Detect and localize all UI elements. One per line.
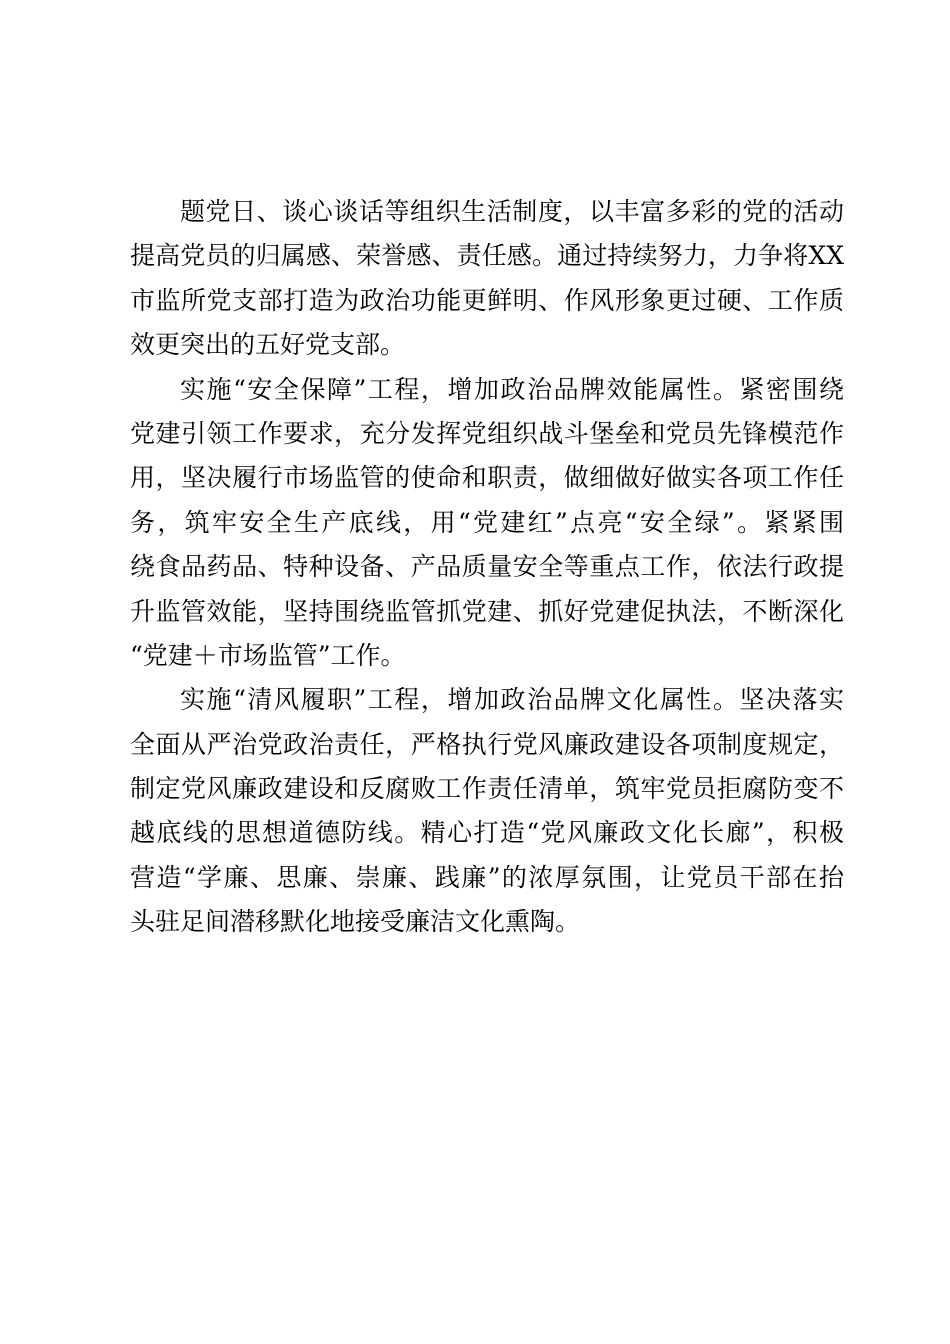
text-line: 绕食品药品、特种设备、产品质量安全等重点工作，依法行政提	[130, 552, 844, 582]
text-line: 制定党风廉政建设和反腐败工作责任清单，筑牢党员拒腐防变不	[130, 774, 844, 804]
text-line: 升监管效能，坚持围绕监管抓党建、抓好党建促执法，不断深化	[130, 596, 844, 626]
text-line: 越底线的思想道德防线。精心打造“党风廉政文化长廊”，积极	[130, 818, 844, 848]
document-body	[130, 190, 844, 945]
text-line: 党建引领工作要求，充分发挥党组织战斗堡垒和党员先锋模范作	[130, 418, 844, 448]
text-line: 用，坚决履行市场监管的使命和职责，做细做好做实各项工作任	[130, 463, 844, 493]
text-line: 务，筑牢安全生产底线，用“党建红”点亮“安全绿”。紧紧围	[130, 507, 844, 537]
text-line: 题党日、谈心谈话等组织生活制度，以丰富多彩的党的活动	[180, 197, 844, 226]
text-line: 营造“学廉、思廉、崇廉、践廉”的浓厚氛围，让党员干部在抬	[130, 862, 844, 892]
text-line: 市监所党支部打造为政治功能更鲜明、作风形象更过硬、工作质	[130, 285, 844, 315]
text-line: 实施“安全保障”工程，增加政治品牌效能属性。紧密围绕	[180, 374, 844, 404]
text-line: 提高党员的归属感、荣誉感、责任感。通过持续努力，力争将XX	[130, 241, 844, 271]
text-line: 头驻足间潜移默化地接受廉洁文化熏陶。	[130, 907, 581, 937]
text-line: 实施“清风履职”工程，增加政治品牌文化属性。坚决落实	[180, 685, 844, 715]
paragraph-clean-duty	[130, 678, 844, 944]
paragraph-continuation	[130, 190, 844, 368]
paragraph-safety-guarantee	[130, 368, 844, 679]
text-line: 全面从严治党政治责任，严格执行党风廉政建设各项制度规定，	[130, 729, 844, 759]
text-line: “党建＋市场监管”工作。	[130, 640, 406, 670]
text-line: 效更突出的五好党支部。	[130, 330, 406, 360]
